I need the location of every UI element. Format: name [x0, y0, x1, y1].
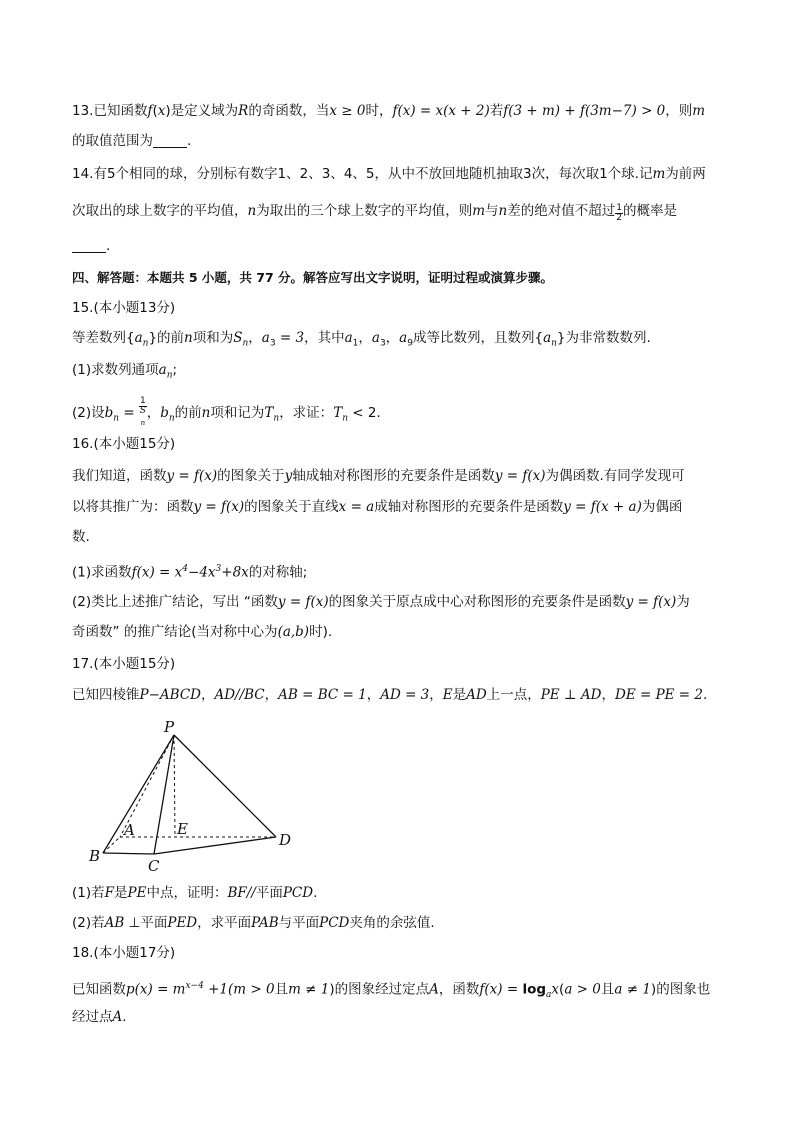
text: ⊥平面 — [124, 915, 168, 931]
text: 次取出的球上数字的平均值， — [72, 203, 248, 219]
text: ， — [264, 687, 279, 703]
text: . — [313, 885, 318, 901]
text: 已知四棱锥 — [72, 687, 140, 703]
text: 项和为 — [192, 330, 234, 346]
math: m — [652, 166, 666, 182]
text: 为前两 — [665, 166, 706, 182]
q16-line1 — [72, 466, 685, 486]
text: 上一点， — [486, 687, 541, 703]
text: 平面 — [255, 885, 283, 901]
math: a — [371, 330, 380, 346]
text: 时， — [365, 103, 393, 119]
text: 若 — [489, 103, 504, 119]
math: x ≥ 0 — [329, 103, 366, 119]
edge-pd — [174, 735, 276, 837]
math: PE — [127, 885, 147, 901]
text: 轴成轴对称图形的充要条件是函数 — [292, 468, 495, 484]
q15-part1 — [72, 360, 177, 386]
text: 已知函数 — [72, 981, 126, 998]
text: 中点，证明： — [146, 885, 228, 901]
math: n — [201, 405, 211, 421]
math: BF// — [227, 885, 256, 901]
math: E — [442, 687, 453, 703]
text: }的前 — [148, 330, 185, 346]
edge-cd — [154, 837, 276, 854]
q18-line1 — [72, 976, 710, 1005]
pyramid-figure — [72, 716, 312, 876]
q13-line1 — [72, 101, 705, 121]
text: 的取值范围为 — [72, 133, 153, 149]
text: 经过点 — [72, 1009, 113, 1025]
text: . — [122, 1009, 127, 1025]
math-sup: x−4 — [185, 981, 204, 991]
math: y = f(x) — [277, 594, 329, 610]
math: T — [264, 405, 274, 421]
text: 与平面 — [278, 915, 320, 931]
edge-bc — [103, 853, 154, 854]
q16-part2 — [72, 592, 690, 612]
text: )是定义域为 — [165, 103, 239, 119]
math: AB = BC = 1 — [278, 687, 367, 703]
math-sub: n — [140, 418, 146, 427]
text: 的图象关于直线 — [244, 499, 339, 515]
label-d: D — [279, 831, 292, 849]
math: S — [233, 330, 243, 346]
numerator: 1 — [616, 203, 622, 213]
math: PED — [167, 915, 198, 931]
text: ( — [559, 981, 565, 998]
text: 为偶函数.有同学发现可 — [545, 468, 685, 484]
math: PAB — [251, 915, 279, 931]
text: }为非常数数列. — [556, 330, 651, 346]
text: ; — [172, 362, 178, 378]
math: a — [344, 330, 353, 346]
q15-header: 15.(本小题13分) — [72, 300, 176, 316]
math-sub: n — [551, 338, 557, 349]
math: y — [284, 468, 293, 484]
math-sub: n — [273, 413, 280, 424]
text: . — [703, 687, 708, 703]
text: 的概率是 — [622, 203, 677, 219]
q16-header: 16.(本小题15分) — [72, 436, 176, 452]
math-sub: n — [166, 370, 173, 381]
text: ，则 — [665, 103, 693, 119]
text: 14.有5个相同的球，分别标有数字1、2、3、4、5，从中不放回地随机抽取3次，每次取1个球.记 — [72, 166, 653, 182]
label-a: A — [124, 821, 135, 839]
math-sub: n — [168, 413, 175, 424]
text: ， — [429, 687, 443, 703]
text: (1)求函数 — [72, 564, 132, 581]
math: (a,b) — [277, 624, 310, 640]
text: 奇函数” 的推广结论(当对称中心为 — [72, 624, 278, 640]
math: m — [472, 203, 486, 219]
text: ， — [358, 330, 372, 346]
q14-line1 — [72, 164, 706, 184]
q18-header: 18.(本小题17分) — [72, 945, 176, 961]
denominator: 2 — [616, 213, 622, 223]
text: 项和记为 — [210, 405, 265, 421]
math: < 2. — [348, 405, 381, 421]
math: f(x) = x — [131, 564, 183, 581]
q14-line2 — [72, 201, 677, 223]
text: 夹角的余弦值. — [349, 915, 435, 931]
math-sub: n — [242, 338, 249, 349]
math: b — [104, 405, 114, 421]
numerator: 1 — [139, 396, 146, 406]
text: ，求平面 — [197, 915, 252, 931]
text: ，求证： — [279, 405, 334, 421]
math: x — [157, 103, 166, 119]
math: m > 0 — [233, 981, 275, 998]
math: f(3 + m) + f(3m−7) > 0 — [503, 103, 666, 119]
math: n — [184, 330, 193, 346]
text: 为取出的三个球上数字的平均值，则 — [256, 203, 473, 219]
text: (2)类比上述推广结论，写出 “函数 — [72, 594, 278, 610]
math: b — [160, 405, 169, 421]
text: ，函数 — [438, 981, 480, 998]
math: y = f(x) — [166, 468, 218, 484]
section-heading: 四、解答题：本题共 5 小题，共 77 分。解答应写出文字说明，证明过程或演算步骤。 — [72, 270, 554, 285]
math: −4x — [188, 564, 216, 581]
q17-part2 — [72, 913, 435, 933]
text: 且 — [600, 981, 615, 998]
math: y = f(x) — [193, 499, 245, 515]
math: A — [429, 981, 439, 998]
text: 的图象关于原点成中心对称图形的充要条件是函数 — [328, 594, 626, 610]
label-c: C — [148, 857, 160, 875]
q17-stem — [72, 685, 707, 705]
math: +1( — [203, 981, 234, 998]
text: 13.已知函数 — [72, 103, 148, 119]
q15-part2 — [72, 397, 381, 429]
math: P−ABCD — [139, 687, 201, 703]
math: AD = 3 — [380, 687, 430, 703]
text: (2)设 — [72, 405, 105, 421]
math: = 3 — [275, 330, 305, 346]
text: . — [187, 133, 192, 149]
math-sub: n — [342, 413, 348, 424]
math-sub: 3 — [379, 338, 386, 349]
text: . — [106, 238, 111, 254]
math-sub: 1 — [352, 338, 359, 349]
q16-line3: 数. — [72, 529, 90, 545]
math-sub: n — [113, 413, 120, 424]
text: (1)若 — [72, 885, 105, 901]
math: A — [112, 1009, 123, 1025]
math-sub: 9 — [407, 338, 413, 349]
text: 时). — [309, 624, 333, 640]
math: x = a — [338, 499, 375, 515]
math: PCD — [282, 885, 314, 901]
math-log: log — [522, 981, 547, 998]
math: a — [158, 362, 167, 378]
math: x — [551, 981, 560, 998]
math: = — [119, 405, 139, 421]
math-sup: 4 — [182, 564, 189, 574]
math: y = f(x) — [494, 468, 546, 484]
math: n — [247, 203, 257, 219]
math: f — [147, 103, 153, 119]
answer-blank[interactable] — [72, 238, 106, 253]
math: a ≠ 1 — [614, 981, 651, 998]
q17-part1 — [72, 883, 317, 903]
math: PE ⊥ AD — [540, 687, 602, 703]
text: 成等比数列，且数列{ — [412, 330, 544, 346]
q15-stem — [72, 328, 651, 354]
math-sup: 3 — [215, 564, 222, 574]
label-e: E — [177, 820, 188, 838]
label-b: B — [89, 847, 101, 865]
math: a — [134, 330, 143, 346]
math: DE = PE = 2 — [615, 687, 703, 703]
math: a — [399, 330, 408, 346]
fraction — [139, 397, 147, 428]
math: F — [104, 885, 114, 901]
math: AD — [466, 687, 487, 703]
text: ， — [248, 330, 262, 346]
text: 的奇函数，当 — [248, 103, 330, 119]
text: ， — [200, 687, 215, 703]
text: ( — [152, 103, 158, 119]
math: y = f(x + a) — [563, 499, 642, 515]
text: ， — [146, 405, 161, 421]
q17-header: 17.(本小题15分) — [72, 656, 176, 672]
edge-pb — [103, 735, 174, 853]
text: 成轴对称图形的充要条件是函数 — [374, 499, 564, 515]
text: 且 — [274, 981, 289, 998]
text: 的前 — [174, 405, 202, 421]
text: (1)求数列通项 — [72, 362, 159, 378]
math-sub: 3 — [269, 338, 276, 349]
text: ，其中 — [304, 330, 345, 346]
text: )的图象也 — [650, 981, 711, 998]
denominator — [139, 407, 147, 428]
math: f(x) = — [479, 981, 523, 998]
hidden-edge-pe — [174, 735, 175, 837]
math-sub: n — [142, 338, 149, 349]
q16-part1 — [72, 559, 307, 583]
math: R — [238, 103, 249, 119]
q16-part2-cont — [72, 622, 332, 642]
math: f(x) = x(x + 2) — [392, 103, 490, 119]
text: ， — [385, 330, 400, 346]
text: 差的绝对值不超过 — [507, 203, 616, 219]
text: )的图象经过定点 — [329, 981, 430, 998]
math: a > 0 — [564, 981, 601, 998]
math: AD//BC — [214, 687, 265, 703]
math: T — [333, 405, 343, 421]
q16-line2 — [72, 497, 682, 517]
q13-line2 — [72, 131, 191, 151]
text: 是 — [452, 687, 467, 703]
text: 与 — [485, 203, 499, 219]
math: n — [498, 203, 508, 219]
math-sub: a — [546, 990, 552, 1001]
text: 的对称轴; — [248, 564, 308, 581]
text: 为偶函 — [641, 499, 683, 515]
text: ， — [601, 687, 615, 703]
label-p: P — [164, 718, 175, 736]
math: AB — [104, 915, 125, 931]
text: (2)若 — [72, 915, 105, 931]
text: 为 — [676, 594, 690, 610]
text: 的图象关于 — [217, 468, 285, 484]
math: m — [692, 103, 706, 119]
math: S — [139, 406, 146, 416]
text: 以将其推广为：函数 — [72, 499, 194, 515]
math: +8x — [221, 564, 249, 581]
math: y = f(x) — [625, 594, 677, 610]
math: a — [261, 330, 270, 346]
text: 我们知道，函数 — [72, 468, 167, 484]
answer-blank[interactable] — [153, 133, 187, 148]
q14-line3 — [72, 236, 110, 256]
text: 等差数列{ — [72, 330, 135, 346]
text: ， — [366, 687, 381, 703]
q18-line2 — [72, 1007, 127, 1027]
math: m ≠ 1 — [288, 981, 330, 998]
fraction — [615, 204, 623, 223]
math: p(x) = m — [126, 981, 186, 998]
text: 是 — [114, 885, 128, 901]
math: PCD — [319, 915, 350, 931]
math: a — [543, 330, 552, 346]
